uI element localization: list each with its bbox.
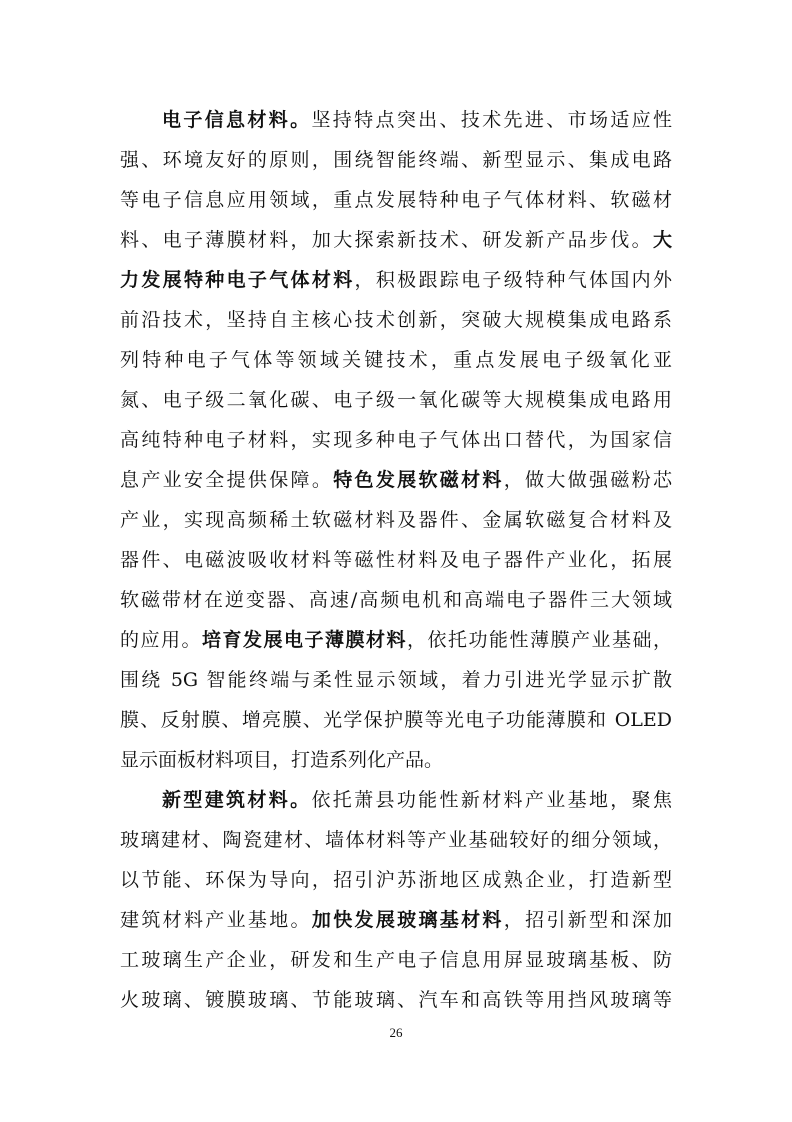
text-line: 的应用。培育发展电子薄膜材料，依托功能性薄膜产业基础， [120, 629, 672, 651]
text-line: 膜、反射膜、增亮膜、光学保护膜等光电子功能薄膜和 OLED [120, 709, 672, 731]
text-line: 列特种电子气体等领域关键技术，重点发展电子级氧化亚 [120, 349, 672, 371]
text-line: 显示面板材料项目，打造系列化产品。 [120, 749, 444, 771]
text-line: 电子信息材料。坚持特点突出、技术先进、市场适应性 [162, 109, 672, 131]
text-line: 火玻璃、镀膜玻璃、节能玻璃、汽车和高铁等用挡风玻璃等 [120, 989, 672, 1011]
text-line: 强、环境友好的原则，围绕智能终端、新型显示、集成电路 [120, 149, 672, 171]
text-line: 器件、电磁波吸收材料等磁性材料及电子器件产业化，拓展 [120, 549, 672, 571]
text-line: 软磁带材在逆变器、高速/高频电机和高端电子器件三大领域 [120, 589, 672, 611]
text-line: 氮、电子级二氧化碳、电子级一氧化碳等大规模集成电路用 [120, 389, 672, 411]
text-line: 息产业安全提供保障。特色发展软磁材料，做大做强磁粉芯 [120, 469, 672, 491]
text-line: 前沿技术，坚持自主核心技术创新，突破大规模集成电路系 [120, 309, 672, 331]
text-line: 以节能、环保为导向，招引沪苏浙地区成熟企业，打造新型 [120, 869, 672, 891]
text-line: 玻璃建材、陶瓷建材、墙体材料等产业基础较好的细分领域， [120, 829, 672, 851]
text-line: 力发展特种电子气体材料，积极跟踪电子级特种气体国内外 [120, 269, 672, 291]
text-line: 料、电子薄膜材料，加大探索新技术、研发新产品步伐。大 [120, 229, 672, 251]
text-line: 产业，实现高频稀土软磁材料及器件、金属软磁复合材料及 [120, 509, 672, 531]
page-number: 26 [389, 1025, 403, 1040]
text-line: 建筑材料产业基地。加快发展玻璃基材料，招引新型和深加 [120, 909, 672, 931]
text-line: 等电子信息应用领域，重点发展特种电子气体材料、软磁材 [120, 189, 672, 211]
text-line: 高纯特种电子材料，实现多种电子气体出口替代，为国家信 [120, 429, 672, 451]
text-line: 围绕 5G 智能终端与柔性显示领域，着力引进光学显示扩散 [120, 669, 672, 691]
text-line: 工玻璃生产企业，研发和生产电子信息用屏显玻璃基板、防 [120, 949, 672, 971]
body-text [120, 100, 672, 1020]
text-line: 新型建筑材料。依托萧县功能性新材料产业基地，聚焦 [162, 789, 672, 811]
